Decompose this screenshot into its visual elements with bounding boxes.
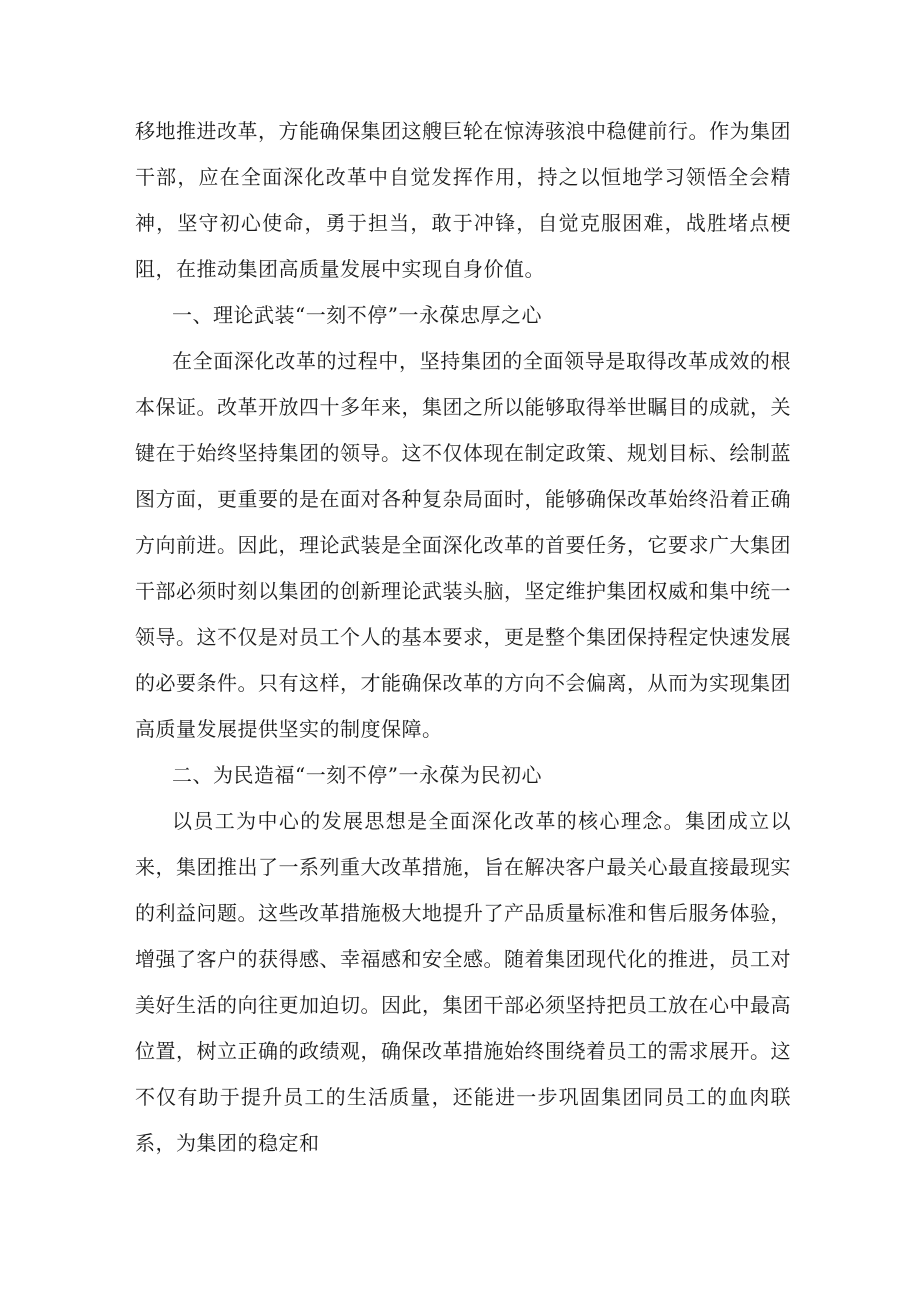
section-heading-1: 一、理论武装“一刻不停”一永葆忠厚之心	[172, 303, 542, 327]
document-body	[135, 108, 791, 1166]
paragraph-section-1: 在全面深化改革的过程中，坚持集团的全面领导是取得改革成效的根本保证。改革开放四十多年来，集团之所以能够取得举世瞩目的成就，关键在于始终坚持集团的领导。这不仅体现在制定政策、规划目标、绘制蓝图方面，更重要的是在面对各种复杂局面时，能够确保改革始终沿着正确方向前进。因此，理论武装是全面深化改革的首要任务，它要求广大集团干部必须时刻以集团的创新理论武装头脑，坚定维护集团权威和集中统一领导。这不仅是对员工个人的基本要求，更是整个集团保持程定快速发展的必要条件。只有这样，才能确保改革的方向不会偏离，从而为实现集团高质量发展提供坚实的制度保障。	[135, 349, 791, 741]
paragraph-section-2: 以员工为中心的发展思想是全面深化改革的核心理念。集团成立以来，集团推出了一系列重大改革措施，旨在解决客户最关心最直接最现实的利益问题。这些改革措施极大地提升了产品质量标准和售后服务体验，增强了客户的获得感、幸福感和安全感。随着集团现代化的推进，员工对美好生活的向往更加迫切。因此，集团干部必须坚持把员工放在心中最高位置，树立正确的政绩观，确保改革措施始终围绕着员工的需求展开。这不仅有助于提升员工的生活质量，还能进一步巩固集团同员工的血肉联系，为集团的稳定和	[135, 809, 791, 1155]
section-heading-2: 二、为民造福“一刻不停”一永葆为民初心	[172, 763, 542, 787]
paragraph-intro: 移地推进改革，方能确保集团这艘巨轮在惊涛骇浪中稳健前行。作为集团干部，应在全面深化改革中自觉发挥作用，持之以恒地学习领悟全会精神，坚守初心使命，勇于担当，敢于冲锋，自觉克服困难，战胜堵点梗阻，在推动集团高质量发展中实现自身价值。	[135, 119, 791, 281]
